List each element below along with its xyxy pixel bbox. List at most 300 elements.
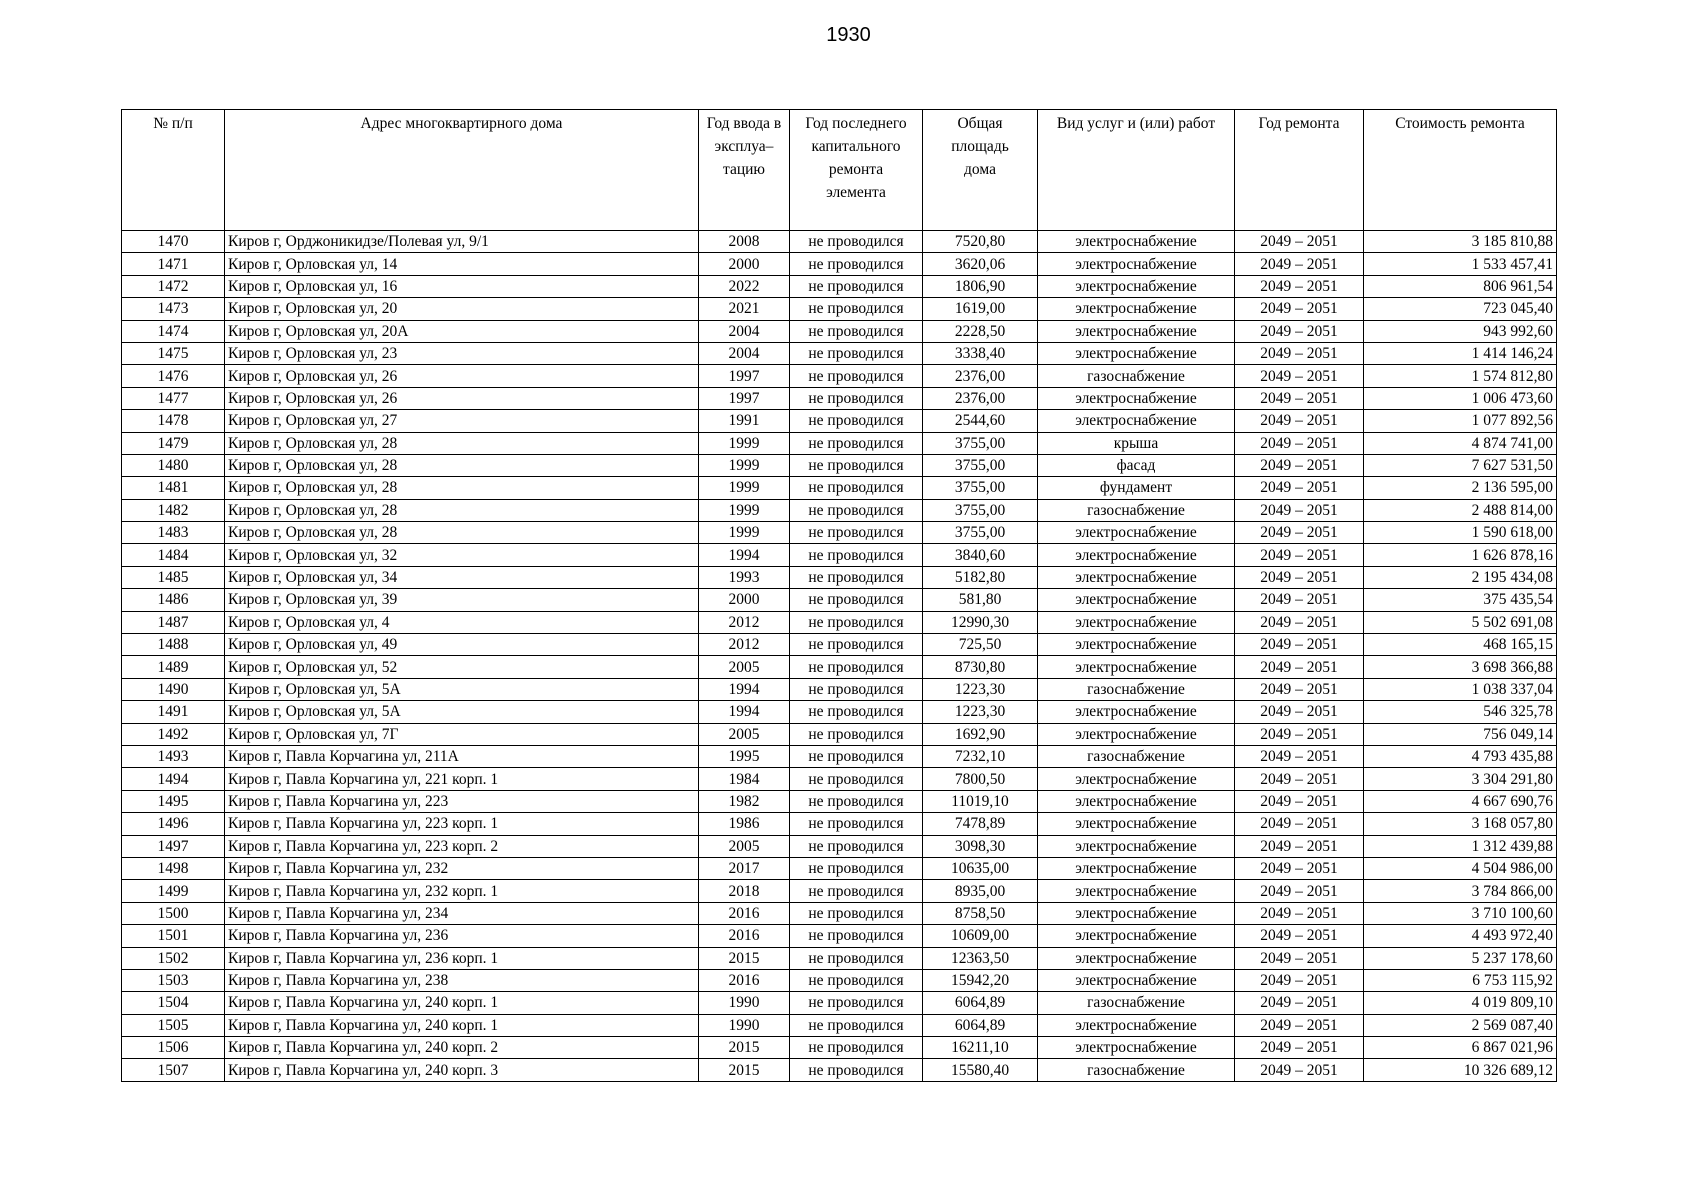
row-last-repair: не проводился [790,566,923,588]
row-area: 7478,89 [923,813,1038,835]
row-address: Киров г, Орловская ул, 34 [225,566,699,588]
row-repair-year: 2049 – 2051 [1235,857,1364,879]
row-last-repair: не проводился [790,342,923,364]
row-service: газоснабжение [1038,745,1235,767]
row-repair-year: 2049 – 2051 [1235,745,1364,767]
row-commission-year: 2018 [699,880,790,902]
table-row [122,902,1557,924]
row-repair-year: 2049 – 2051 [1235,499,1364,521]
row-commission-year: 1993 [699,566,790,588]
header-service-type: Вид услуг и (или) работ [1038,110,1235,231]
row-repair-year: 2049 – 2051 [1235,320,1364,342]
row-cost: 1 038 337,04 [1364,678,1557,700]
row-number: 1498 [122,857,225,879]
row-last-repair: не проводился [790,1014,923,1036]
row-number: 1487 [122,611,225,633]
row-commission-year: 2005 [699,723,790,745]
row-service: электроснабжение [1038,522,1235,544]
repair-register-table [121,109,1557,1082]
table-row [122,298,1557,320]
row-area: 6064,89 [923,992,1038,1014]
row-cost: 4 019 809,10 [1364,992,1557,1014]
row-area: 8935,00 [923,880,1038,902]
table-row [122,342,1557,364]
row-number: 1475 [122,342,225,364]
row-service: электроснабжение [1038,880,1235,902]
row-number: 1500 [122,902,225,924]
row-number: 1507 [122,1059,225,1081]
row-cost: 3 698 366,88 [1364,656,1557,678]
row-repair-year: 2049 – 2051 [1235,768,1364,790]
page-number: 1930 [826,24,871,46]
table-row [122,813,1557,835]
table-row [122,1059,1557,1081]
row-address: Киров г, Орловская ул, 39 [225,589,699,611]
row-area: 1223,30 [923,701,1038,723]
row-area: 3755,00 [923,499,1038,521]
row-area: 3755,00 [923,522,1038,544]
row-area: 1806,90 [923,275,1038,297]
row-repair-year: 2049 – 2051 [1235,790,1364,812]
row-service: электроснабжение [1038,634,1235,656]
table-row [122,723,1557,745]
row-repair-year: 2049 – 2051 [1235,611,1364,633]
row-last-repair: не проводился [790,544,923,566]
table-row [122,611,1557,633]
row-last-repair: не проводился [790,454,923,476]
row-cost: 10 326 689,12 [1364,1059,1557,1081]
row-service: электроснабжение [1038,410,1235,432]
row-number: 1472 [122,275,225,297]
row-address: Киров г, Орловская ул, 26 [225,365,699,387]
row-commission-year: 2004 [699,342,790,364]
row-number: 1491 [122,701,225,723]
row-repair-year: 2049 – 2051 [1235,1014,1364,1036]
header-repair-cost: Стоимость ремонта [1364,110,1557,231]
row-last-repair: не проводился [790,410,923,432]
row-number: 1506 [122,1037,225,1059]
row-service: газоснабжение [1038,365,1235,387]
row-number: 1493 [122,745,225,767]
row-commission-year: 2004 [699,320,790,342]
row-commission-year: 1999 [699,522,790,544]
row-cost: 468 165,15 [1364,634,1557,656]
row-commission-year: 2015 [699,1037,790,1059]
row-address: Киров г, Павла Корчагина ул, 211А [225,745,699,767]
row-cost: 1 077 892,56 [1364,410,1557,432]
row-area: 2544,60 [923,410,1038,432]
row-address: Киров г, Орловская ул, 20А [225,320,699,342]
table-row [122,1014,1557,1036]
row-repair-year: 2049 – 2051 [1235,813,1364,835]
row-repair-year: 2049 – 2051 [1235,902,1364,924]
row-service: газоснабжение [1038,678,1235,700]
table-row [122,969,1557,991]
row-address: Киров г, Павла Корчагина ул, 221 корп. 1 [225,768,699,790]
row-area: 1692,90 [923,723,1038,745]
row-repair-year: 2049 – 2051 [1235,566,1364,588]
row-service: газоснабжение [1038,992,1235,1014]
row-service: электроснабжение [1038,589,1235,611]
row-commission-year: 1999 [699,499,790,521]
row-area: 1619,00 [923,298,1038,320]
row-last-repair: не проводился [790,902,923,924]
row-service: электроснабжение [1038,320,1235,342]
row-last-repair: не проводился [790,925,923,947]
row-last-repair: не проводился [790,320,923,342]
table-row [122,522,1557,544]
row-repair-year: 2049 – 2051 [1235,298,1364,320]
row-address: Киров г, Орловская ул, 28 [225,522,699,544]
row-area: 3755,00 [923,477,1038,499]
row-commission-year: 1997 [699,387,790,409]
header-total-area: Общая площадь дома [923,110,1038,231]
row-commission-year: 2000 [699,589,790,611]
row-last-repair: не проводился [790,969,923,991]
row-cost: 806 961,54 [1364,275,1557,297]
row-last-repair: не проводился [790,499,923,521]
row-address: Киров г, Павла Корчагина ул, 236 [225,925,699,947]
table-row [122,925,1557,947]
row-number: 1474 [122,320,225,342]
row-last-repair: не проводился [790,1037,923,1059]
table-row [122,320,1557,342]
row-service: электроснабжение [1038,387,1235,409]
row-cost: 756 049,14 [1364,723,1557,745]
row-last-repair: не проводился [790,880,923,902]
row-commission-year: 2015 [699,947,790,969]
row-last-repair: не проводился [790,656,923,678]
row-repair-year: 2049 – 2051 [1235,880,1364,902]
table-row [122,231,1557,253]
table-header [122,110,1557,231]
row-repair-year: 2049 – 2051 [1235,589,1364,611]
table-row [122,589,1557,611]
row-number: 1473 [122,298,225,320]
row-area: 11019,10 [923,790,1038,812]
header-commission-year: Год ввода в эксплуа–тацию [699,110,790,231]
row-service: электроснабжение [1038,925,1235,947]
table-row [122,544,1557,566]
row-cost: 1 414 146,24 [1364,342,1557,364]
table-body [122,231,1557,1082]
row-service: крыша [1038,432,1235,454]
row-service: электроснабжение [1038,835,1235,857]
row-area: 7232,10 [923,745,1038,767]
row-cost: 1 312 439,88 [1364,835,1557,857]
row-cost: 4 793 435,88 [1364,745,1557,767]
row-number: 1470 [122,231,225,253]
row-commission-year: 2005 [699,835,790,857]
row-area: 3755,00 [923,454,1038,476]
row-service: электроснабжение [1038,790,1235,812]
row-service: электроснабжение [1038,275,1235,297]
row-cost: 3 710 100,60 [1364,902,1557,924]
row-number: 1479 [122,432,225,454]
row-area: 15942,20 [923,969,1038,991]
row-commission-year: 2017 [699,857,790,879]
row-last-repair: не проводился [790,298,923,320]
row-repair-year: 2049 – 2051 [1235,387,1364,409]
table-row [122,1037,1557,1059]
row-address: Киров г, Орловская ул, 32 [225,544,699,566]
header-last-repair-year: Год последнего капитального ремонта элемента [790,110,923,231]
row-repair-year: 2049 – 2051 [1235,1037,1364,1059]
row-address: Киров г, Павла Корчагина ул, 240 корп. 3 [225,1059,699,1081]
row-number: 1490 [122,678,225,700]
row-address: Киров г, Орловская ул, 52 [225,656,699,678]
row-area: 8758,50 [923,902,1038,924]
row-last-repair: не проводился [790,701,923,723]
table-row [122,477,1557,499]
row-address: Киров г, Павла Корчагина ул, 238 [225,969,699,991]
row-commission-year: 1991 [699,410,790,432]
row-area: 581,80 [923,589,1038,611]
row-service: газоснабжение [1038,499,1235,521]
row-repair-year: 2049 – 2051 [1235,410,1364,432]
row-address: Киров г, Павла Корчагина ул, 223 корп. 1 [225,813,699,835]
row-number: 1489 [122,656,225,678]
row-repair-year: 2049 – 2051 [1235,992,1364,1014]
row-service: газоснабжение [1038,1059,1235,1081]
row-number: 1496 [122,813,225,835]
row-cost: 1 574 812,80 [1364,365,1557,387]
row-last-repair: не проводился [790,432,923,454]
row-number: 1503 [122,969,225,991]
row-commission-year: 1999 [699,454,790,476]
row-last-repair: не проводился [790,275,923,297]
row-area: 725,50 [923,634,1038,656]
row-last-repair: не проводился [790,992,923,1014]
table-row [122,701,1557,723]
row-number: 1481 [122,477,225,499]
row-commission-year: 2012 [699,634,790,656]
table-row [122,678,1557,700]
row-last-repair: не проводился [790,387,923,409]
row-service: электроснабжение [1038,902,1235,924]
row-service: электроснабжение [1038,1014,1235,1036]
row-address: Киров г, Павла Корчагина ул, 223 [225,790,699,812]
row-number: 1476 [122,365,225,387]
row-number: 1478 [122,410,225,432]
row-area: 15580,40 [923,1059,1038,1081]
row-last-repair: не проводился [790,835,923,857]
row-service: электроснабжение [1038,701,1235,723]
row-commission-year: 2000 [699,253,790,275]
row-last-repair: не проводился [790,634,923,656]
row-service: электроснабжение [1038,342,1235,364]
row-address: Киров г, Орловская ул, 28 [225,454,699,476]
row-area: 8730,80 [923,656,1038,678]
header-repair-year: Год ремонта [1235,110,1364,231]
table-row [122,745,1557,767]
row-last-repair: не проводился [790,947,923,969]
row-repair-year: 2049 – 2051 [1235,275,1364,297]
row-repair-year: 2049 – 2051 [1235,544,1364,566]
row-address: Киров г, Орловская ул, 4 [225,611,699,633]
row-cost: 3 784 866,00 [1364,880,1557,902]
row-last-repair: не проводился [790,723,923,745]
row-repair-year: 2049 – 2051 [1235,432,1364,454]
row-cost: 6 867 021,96 [1364,1037,1557,1059]
row-area: 2376,00 [923,387,1038,409]
row-commission-year: 1997 [699,365,790,387]
row-service: электроснабжение [1038,857,1235,879]
table-row [122,634,1557,656]
row-area: 3840,60 [923,544,1038,566]
row-repair-year: 2049 – 2051 [1235,656,1364,678]
row-last-repair: не проводился [790,1059,923,1081]
row-last-repair: не проводился [790,522,923,544]
row-repair-year: 2049 – 2051 [1235,477,1364,499]
row-commission-year: 1995 [699,745,790,767]
row-address: Киров г, Павла Корчагина ул, 234 [225,902,699,924]
row-address: Киров г, Павла Корчагина ул, 232 корп. 1 [225,880,699,902]
row-commission-year: 2016 [699,925,790,947]
row-address: Киров г, Орловская ул, 28 [225,477,699,499]
row-address: Киров г, Орловская ул, 28 [225,432,699,454]
row-address: Киров г, Орловская ул, 28 [225,499,699,521]
row-last-repair: не проводился [790,611,923,633]
row-commission-year: 1994 [699,701,790,723]
row-address: Киров г, Павла Корчагина ул, 240 корп. 1 [225,992,699,1014]
row-service: электроснабжение [1038,611,1235,633]
row-commission-year: 2015 [699,1059,790,1081]
row-service: электроснабжение [1038,544,1235,566]
row-service: электроснабжение [1038,566,1235,588]
row-number: 1482 [122,499,225,521]
row-number: 1502 [122,947,225,969]
row-repair-year: 2049 – 2051 [1235,522,1364,544]
row-address: Киров г, Орджоникидзе/Полевая ул, 9/1 [225,231,699,253]
row-area: 3755,00 [923,432,1038,454]
row-cost: 6 753 115,92 [1364,969,1557,991]
row-number: 1488 [122,634,225,656]
row-number: 1499 [122,880,225,902]
row-cost: 1 590 618,00 [1364,522,1557,544]
row-number: 1501 [122,925,225,947]
table-row [122,835,1557,857]
row-number: 1486 [122,589,225,611]
row-cost: 4 504 986,00 [1364,857,1557,879]
row-cost: 5 237 178,60 [1364,947,1557,969]
row-cost: 1 006 473,60 [1364,387,1557,409]
header-address: Адрес многоквартирного дома [225,110,699,231]
row-commission-year: 1999 [699,477,790,499]
row-last-repair: не проводился [790,231,923,253]
row-commission-year: 1990 [699,992,790,1014]
row-area: 2376,00 [923,365,1038,387]
row-address: Киров г, Павла Корчагина ул, 236 корп. 1 [225,947,699,969]
row-last-repair: не проводился [790,768,923,790]
row-commission-year: 1999 [699,432,790,454]
table-row [122,410,1557,432]
row-cost: 3 185 810,88 [1364,231,1557,253]
row-cost: 2 136 595,00 [1364,477,1557,499]
row-address: Киров г, Орловская ул, 14 [225,253,699,275]
row-number: 1497 [122,835,225,857]
row-number: 1495 [122,790,225,812]
row-area: 7800,50 [923,768,1038,790]
row-number: 1471 [122,253,225,275]
row-last-repair: не проводился [790,589,923,611]
row-commission-year: 2008 [699,231,790,253]
row-commission-year: 2021 [699,298,790,320]
table-row [122,566,1557,588]
header-number: № п/п [122,110,225,231]
row-last-repair: не проводился [790,745,923,767]
row-cost: 2 195 434,08 [1364,566,1557,588]
row-service: электроснабжение [1038,768,1235,790]
row-address: Киров г, Орловская ул, 49 [225,634,699,656]
row-cost: 723 045,40 [1364,298,1557,320]
row-commission-year: 1994 [699,544,790,566]
row-commission-year: 2022 [699,275,790,297]
row-repair-year: 2049 – 2051 [1235,723,1364,745]
row-repair-year: 2049 – 2051 [1235,342,1364,364]
row-repair-year: 2049 – 2051 [1235,947,1364,969]
row-commission-year: 2016 [699,902,790,924]
row-area: 10609,00 [923,925,1038,947]
row-area: 3620,06 [923,253,1038,275]
row-address: Киров г, Орловская ул, 5А [225,701,699,723]
row-repair-year: 2049 – 2051 [1235,969,1364,991]
row-cost: 4 493 972,40 [1364,925,1557,947]
row-number: 1483 [122,522,225,544]
row-cost: 4 667 690,76 [1364,790,1557,812]
row-address: Киров г, Орловская ул, 5А [225,678,699,700]
row-repair-year: 2049 – 2051 [1235,454,1364,476]
table-row [122,275,1557,297]
row-last-repair: не проводился [790,477,923,499]
table-row [122,880,1557,902]
row-area: 10635,00 [923,857,1038,879]
row-cost: 375 435,54 [1364,589,1557,611]
table-row [122,253,1557,275]
row-service: фундамент [1038,477,1235,499]
row-address: Киров г, Орловская ул, 20 [225,298,699,320]
row-repair-year: 2049 – 2051 [1235,634,1364,656]
table-row [122,656,1557,678]
row-number: 1504 [122,992,225,1014]
row-commission-year: 1986 [699,813,790,835]
row-last-repair: не проводился [790,790,923,812]
row-service: электроснабжение [1038,231,1235,253]
table-row [122,857,1557,879]
row-area: 16211,10 [923,1037,1038,1059]
row-last-repair: не проводился [790,253,923,275]
table-row [122,432,1557,454]
row-address: Киров г, Павла Корчагина ул, 240 корп. 2 [225,1037,699,1059]
row-repair-year: 2049 – 2051 [1235,678,1364,700]
row-service: электроснабжение [1038,1037,1235,1059]
row-area: 2228,50 [923,320,1038,342]
table-row [122,454,1557,476]
row-number: 1484 [122,544,225,566]
row-service: фасад [1038,454,1235,476]
row-area: 12363,50 [923,947,1038,969]
table-row [122,790,1557,812]
table-row [122,947,1557,969]
row-cost: 3 168 057,80 [1364,813,1557,835]
row-service: электроснабжение [1038,813,1235,835]
row-service: электроснабжение [1038,969,1235,991]
row-last-repair: не проводился [790,678,923,700]
row-cost: 943 992,60 [1364,320,1557,342]
row-service: электроснабжение [1038,253,1235,275]
row-service: электроснабжение [1038,947,1235,969]
row-cost: 5 502 691,08 [1364,611,1557,633]
